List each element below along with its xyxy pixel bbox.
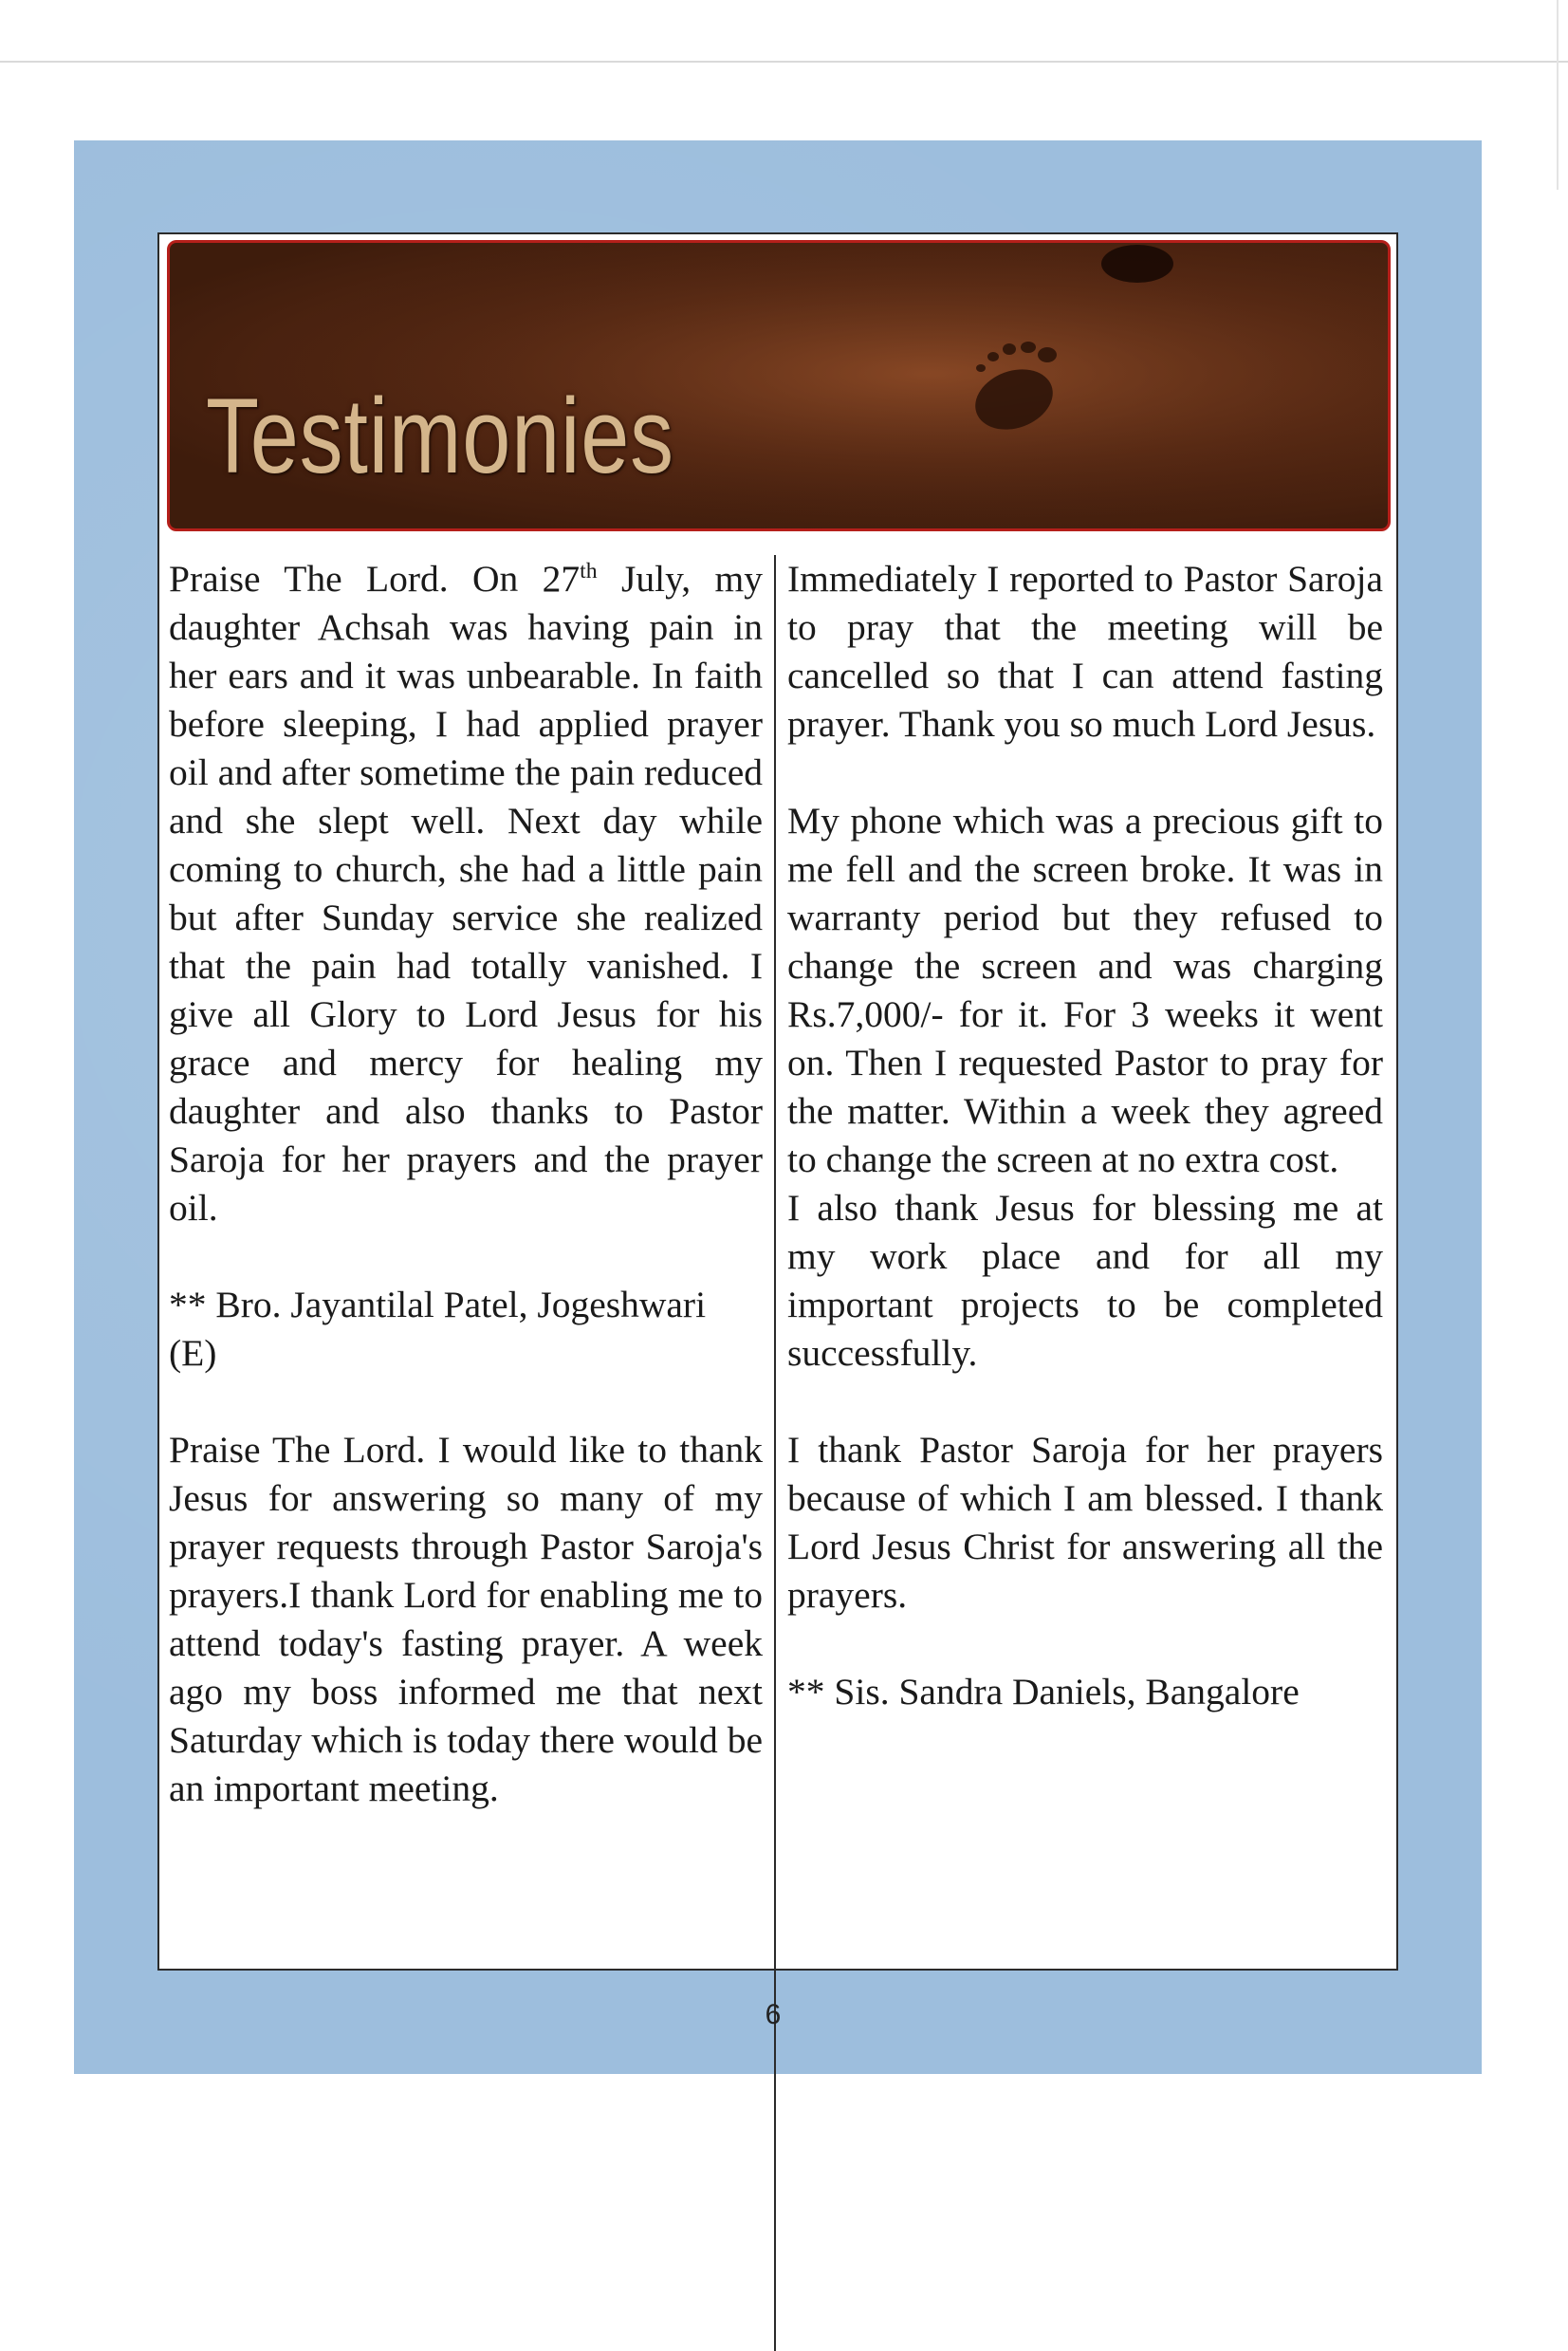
banner-title: Testimonies — [206, 377, 674, 495]
testimony-3-signature: ** Sis. Sandra Daniels, Bangalore — [787, 1671, 1300, 1712]
testimony-1-signature: ** Bro. Jayantilal Patel, Jogeshwari (E) — [169, 1284, 707, 1374]
page-number: 6 — [765, 1999, 782, 2030]
superscript-th: th — [580, 558, 598, 583]
heel-mark-icon — [1101, 245, 1173, 283]
testimony-3-paragraph-1: My phone which was a precious gift to me fell and the screen broke. It was in warranty period but they refused to change the screen and was charging Rs.7,000/- for it. For 3 weeks it went on. Then I requested Pastor to pray for the matter. Within a week they agreed to change the screen at no extra cost. — [787, 800, 1383, 1180]
testimony-3-paragraph-3: I thank Pastor Saroja for her prayers because of which I am blessed. I thank Lord Jesus Christ for answering all the prayers. — [787, 1429, 1383, 1616]
left-column — [169, 555, 763, 1813]
column-divider — [774, 555, 776, 2351]
testimony-3-paragraph-2: I also thank Jesus for blessing me at my work place and for all my important projects to be completed successfully. — [787, 1187, 1383, 1374]
testimonies-banner — [167, 240, 1391, 531]
testimony-2-paragraph-end: Immediately I reported to Pastor Saroja to pray that the meeting will be cancelled so that I can attend fasting prayer. Thank you so much Lord Jesus. — [787, 558, 1383, 745]
testimony-1-paragraph: Praise The Lord. On 27th July, my daughter Achsah was having pain in her ears and it was unbearable. In faith before sleeping, I had applied prayer oil and after sometime the pain reduced and she slept well. Next day while coming to church, she had a little pain but after Sunday service she realized that the pain had totally vanished. I give all Glory to Lord Jesus for his grace and mercy for healing my daughter and also thanks to Pastor Saroja for her prayers and the prayer oil. — [169, 558, 763, 1229]
right-column — [787, 555, 1383, 1716]
testimony-2-paragraph-start: Praise The Lord. I would like to thank Jesus for answering so many of my prayer requests through Pastor Saroja's prayers.I thank Lord for enabling me to attend today's fasting prayer. A week ago my boss informed me that next Saturday which is today there would be an important meeting. — [169, 1429, 763, 1809]
scan-top-edge — [0, 61, 1568, 63]
scan-right-edge — [1557, 0, 1559, 190]
